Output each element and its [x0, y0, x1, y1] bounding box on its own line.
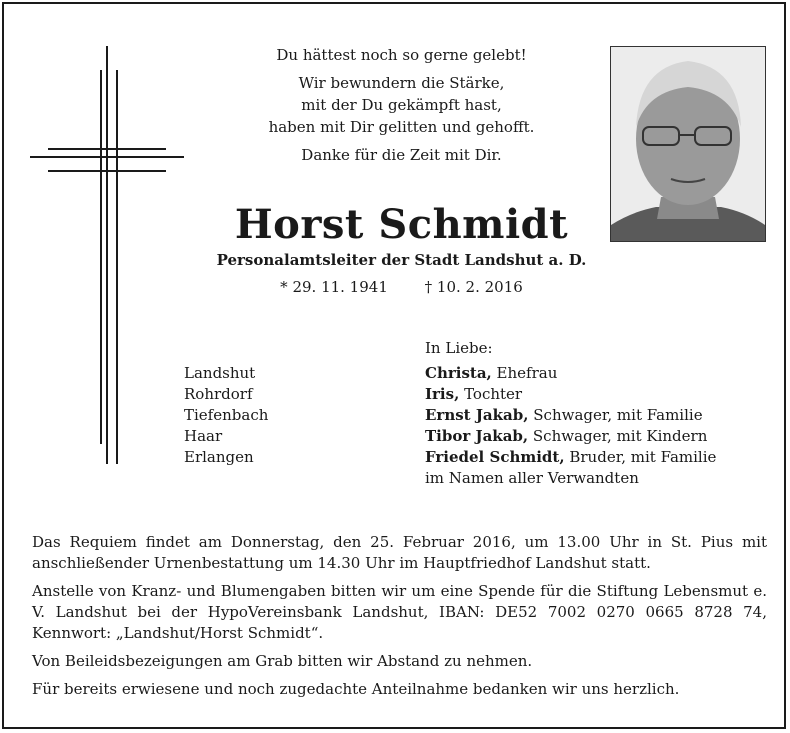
- mourner-relation: Ehefrau: [496, 364, 558, 382]
- life-dates: [204, 276, 599, 298]
- birth-date: * 29. 11. 1941: [280, 278, 388, 296]
- deceased-name: Horst Schmidt: [234, 201, 569, 248]
- verse-line: Wir bewundern die Stärke,: [298, 74, 505, 92]
- mourner-entry: [425, 384, 765, 405]
- mourner-name: Iris,: [425, 385, 460, 403]
- death-notice: [2, 2, 786, 729]
- mourner-relation: Schwager, mit Familie: [533, 406, 703, 424]
- mourner-name: Christa,: [425, 364, 492, 382]
- mourner-entry: [425, 405, 765, 426]
- mourner-entry: [425, 426, 765, 447]
- death-date: † 10. 2. 2016: [424, 278, 523, 296]
- mourner-relation: Tochter: [464, 385, 523, 403]
- verse-line: Du hättest noch so gerne gelebt!: [276, 46, 527, 64]
- mourner-place: Landshut: [184, 364, 256, 382]
- cross-icon: [4, 4, 204, 474]
- mourner-entry: [425, 447, 765, 468]
- mourner-name: Friedel Schmidt,: [425, 448, 565, 466]
- mourners-intro: In Liebe:: [425, 339, 493, 357]
- mourner-place: Haar: [184, 427, 223, 445]
- mourner-relation: Bruder, mit Familie: [569, 448, 717, 466]
- memorial-verse: [204, 44, 599, 166]
- mourner-place: Tiefenbach: [184, 406, 269, 424]
- mourner-places: [184, 363, 268, 468]
- mourner-relation: Schwager, mit Kindern: [532, 427, 708, 445]
- mourner-list: [425, 338, 765, 489]
- portrait-photo: [610, 46, 766, 242]
- verse-line: Danke für die Zeit mit Dir.: [301, 146, 502, 164]
- verse-line: haben mit Dir gelitten und gehofft.: [268, 118, 535, 136]
- mourner-entry: [425, 363, 765, 384]
- deceased-title: Personalamtsleiter der Stadt Landshut a. D.: [216, 251, 587, 269]
- thanks-note: Für bereits erwiesene und noch zugedachte Anteilnahme bedanken wir uns herzlich.: [32, 680, 680, 698]
- mourner-place: Rohrdorf: [184, 385, 253, 403]
- mourner-name: Tibor Jakab,: [425, 427, 529, 445]
- mourner-name: Ernst Jakab,: [425, 406, 529, 424]
- notice-footer: [32, 532, 767, 707]
- verse-line: mit der Du gekämpft hast,: [301, 96, 502, 114]
- mourners-closing: im Namen aller Verwandten: [425, 469, 639, 487]
- requiem-info: Das Requiem findet am Donnerstag, den 25. Februar 2016, um 13.00 Uhr in St. Pius mit anschließender Urnenbestattung um 14.30 Uhr im Hauptfriedhof Landshut statt.: [32, 533, 767, 572]
- condolence-note: Von Beileidsbezeigungen am Grab bitten wir Abstand zu nehmen.: [32, 652, 533, 670]
- donation-info: Anstelle von Kranz- und Blumengaben bitten wir um eine Spende für die Stiftung Lebensmut e. V. Landshut bei der HypoVereinsbank Landshut, IBAN: DE52 7002 0270 0665 8728 74, Kennwort: „Landshut/Horst Schmidt“.: [32, 582, 767, 642]
- mourner-place: Erlangen: [184, 448, 254, 466]
